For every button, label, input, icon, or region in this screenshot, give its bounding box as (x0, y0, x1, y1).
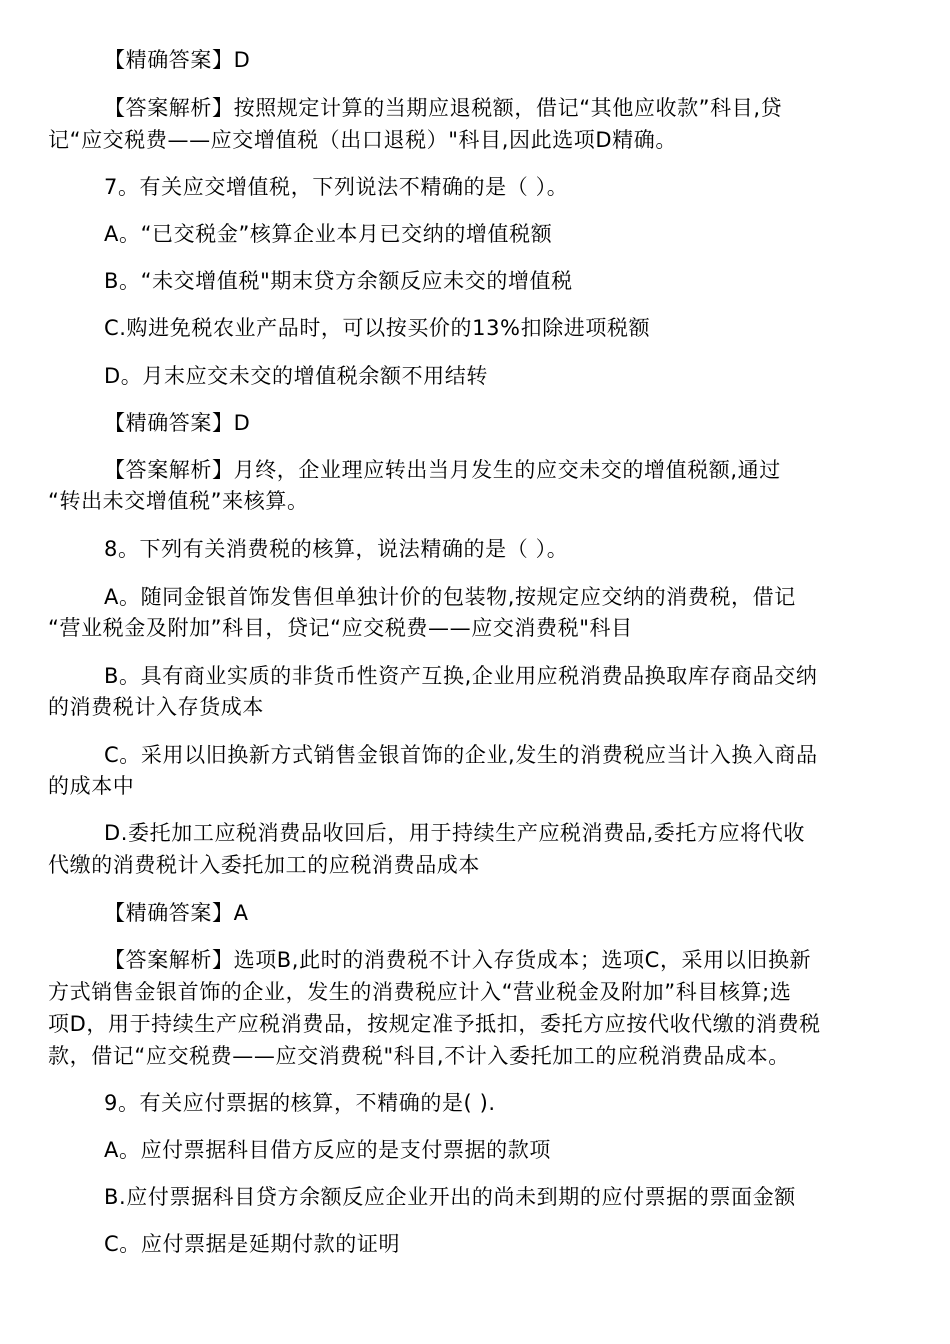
option-line: A。随同金银首饰发售但单独计价的包装物,按规定应交纳的消费税，借记 (104, 585, 796, 609)
option-line: C。应付票据是延期付款的证明 (104, 1232, 401, 1256)
answer-line: 【精确答案】A (104, 901, 249, 925)
option-line: D。月末应交未交的增值税余额不用结转 (104, 364, 488, 388)
question-line: 7。有关应交增值税，下列说法不精确的是（ ）。 (104, 175, 569, 199)
analysis-line: 【答案解析】月终，企业理应转出当月发生的应交未交的增值税额,通过 (104, 458, 781, 482)
answer-line: 【精确答案】D (104, 48, 251, 72)
option-line: A。“已交税金”核算企业本月已交纳的增值税额 (104, 222, 553, 246)
question-line: 8。下列有关消费税的核算，说法精确的是（ ）。 (104, 537, 569, 561)
option-line: 的成本中 (48, 774, 135, 798)
analysis-line: “转出未交增值税”来核算。 (48, 489, 309, 513)
option-line: D.委托加工应税消费品收回后，用于持续生产应税消费品,委托方应将代收 (104, 821, 805, 845)
question-line: 9。有关应付票据的核算，不精确的是( ). (104, 1091, 496, 1115)
option-line: “营业税金及附加”科目，贷记“应交税费——应交消费税"科目 (48, 616, 633, 640)
analysis-line: 款，借记“应交税费——应交消费税"科目,不计入委托加工的应税消费品成本。 (48, 1044, 790, 1068)
option-line: B。“未交增值税"期末贷方余额反应未交的增值税 (104, 269, 573, 293)
analysis-line: 【答案解析】选项B,此时的消费税不计入存货成本；选项C，采用以旧换新 (104, 948, 812, 972)
analysis-line: 方式销售金银首饰的企业，发生的消费税应计入“营业税金及附加”科目核算;选 (48, 980, 792, 1004)
analysis-line: 记“应交税费——应交增值税（出口退税）"科目,因此选项D精确。 (48, 128, 677, 152)
option-line: 的消费税计入存货成本 (48, 695, 264, 719)
option-line: B。具有商业实质的非货币性资产互换,企业用应税消费品换取库存商品交纳 (104, 664, 818, 688)
option-line: 代缴的消费税计入委托加工的应税消费品成本 (48, 853, 480, 877)
option-line: C.购进免税农业产品时，可以按买价的13%扣除进项税额 (104, 316, 651, 340)
analysis-line: 项D，用于持续生产应税消费品，按规定准予抵扣，委托方应按代收代缴的消费税 (48, 1012, 821, 1036)
option-line: B.应付票据科目贷方余额反应企业开出的尚未到期的应付票据的票面金额 (104, 1185, 796, 1209)
answer-line: 【精确答案】D (104, 411, 251, 435)
option-line: C。采用以旧换新方式销售金银首饰的企业,发生的消费税应当计入换入商品 (104, 743, 818, 767)
option-line: A。应付票据科目借方反应的是支付票据的款项 (104, 1138, 551, 1162)
analysis-line: 【答案解析】按照规定计算的当期应退税额，借记“其他应收款”科目,贷 (104, 96, 783, 120)
